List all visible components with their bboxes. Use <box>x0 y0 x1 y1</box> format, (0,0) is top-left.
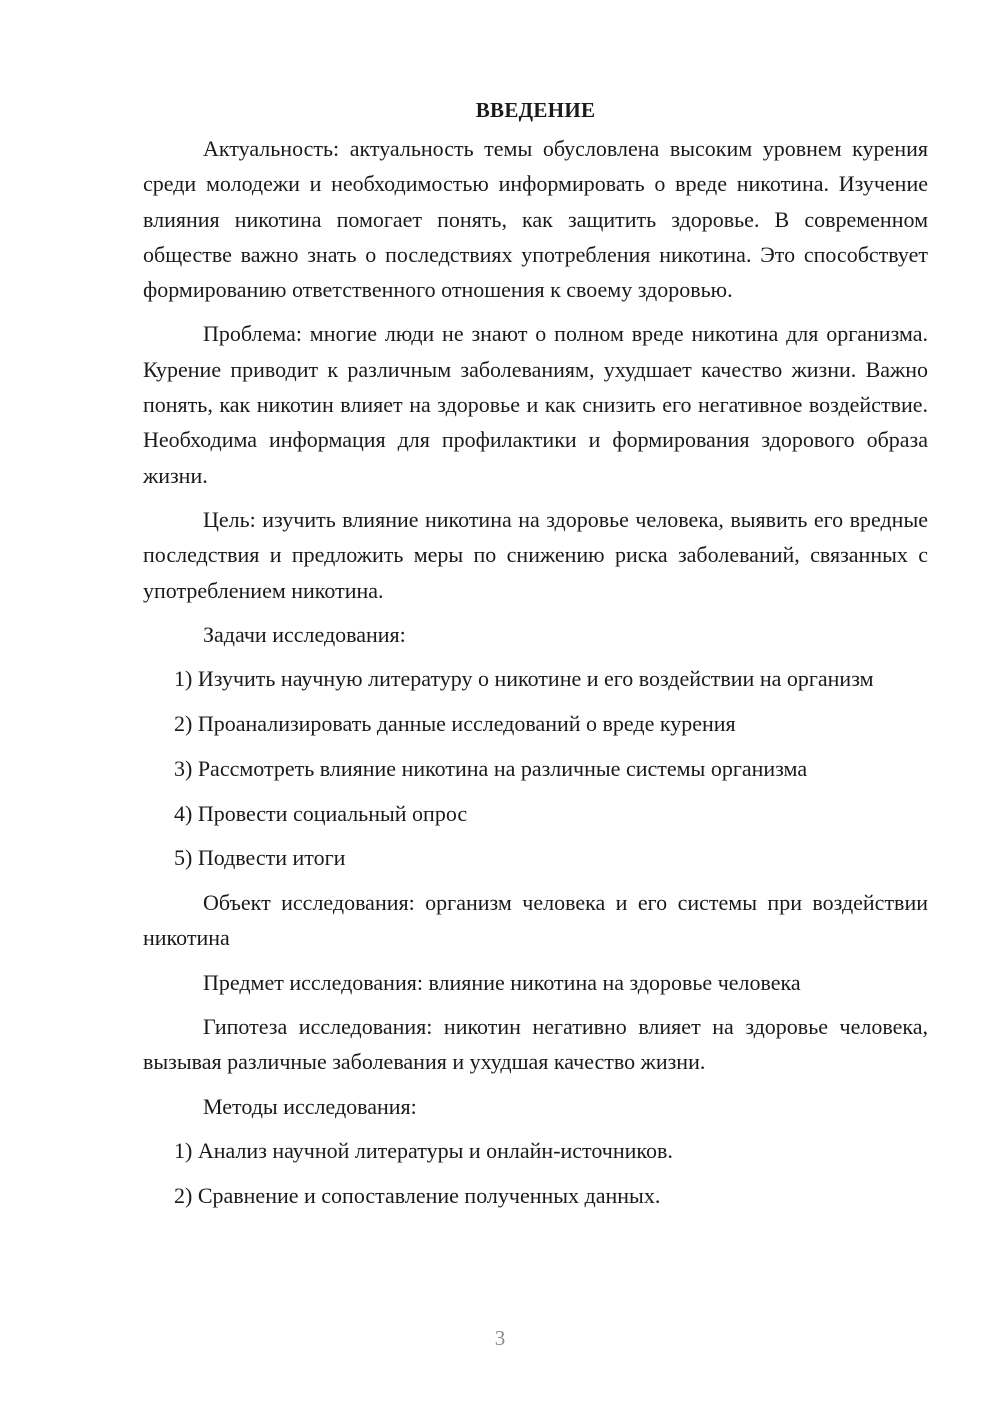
task-item-2: 2) Проанализировать данные исследований о вреде курения <box>174 710 736 736</box>
method-item-2: 2) Сравнение и сопоставление полученных данных. <box>174 1182 661 1208</box>
hypothesis-paragraph: Гипотеза исследования: никотин негативно влияет на здоровье человека, вызывая различные заболевания и ухудшая качество жизни. <box>143 1014 928 1075</box>
task-item-4: 4) Провести социальный опрос <box>174 800 468 826</box>
page-title: ВВЕДЕНИЕ <box>475 98 596 122</box>
task-item-5: 5) Подвести итоги <box>174 845 346 871</box>
document-page <box>143 92 928 1223</box>
tasks-heading: Задачи исследования: <box>203 621 406 647</box>
methods-heading: Методы исследования: <box>203 1093 417 1119</box>
page-number: 3 <box>494 1326 506 1350</box>
task-item-3: 3) Рассмотреть влияние никотина на различные системы организма <box>174 755 808 781</box>
object-paragraph: Объект исследования: организм человека и его системы при воздействии никотина <box>143 890 928 951</box>
method-item-1: 1) Анализ научной литературы и онлайн-источников. <box>174 1137 673 1163</box>
goal-paragraph: Цель: изучить влияние никотина на здоровье человека, выявить его вредные последствия и предложить меры по снижению риска заболеваний, связанных с употреблением никотина. <box>143 506 928 603</box>
problem-paragraph: Проблема: многие люди не знают о полном вреде никотина для организма. Курение приводит к различным заболеваниям, ухудшает качество жизни. Важно понять, как никотин влияет на здоровье и как снизить его негативное воздействие. Необходима информация для профилактики и формирования здорового образа жизни. <box>143 321 928 488</box>
relevance-paragraph: Актуальность: актуальность темы обусловлена высоким уровнем курения среди молодежи и необходимостью информировать о вреде никотина. Изучение влияния никотина помогает понять, как защитить здоровье. В современном обществе важно знать о последствиях употребления никотина. Это способствует формированию ответственного отношения к своему здоровью. <box>143 136 928 303</box>
subject-paragraph: Предмет исследования: влияние никотина на здоровье человека <box>203 969 801 995</box>
task-item-1: 1) Изучить научную литературу о никотине и его воздействии на организм <box>174 666 874 692</box>
